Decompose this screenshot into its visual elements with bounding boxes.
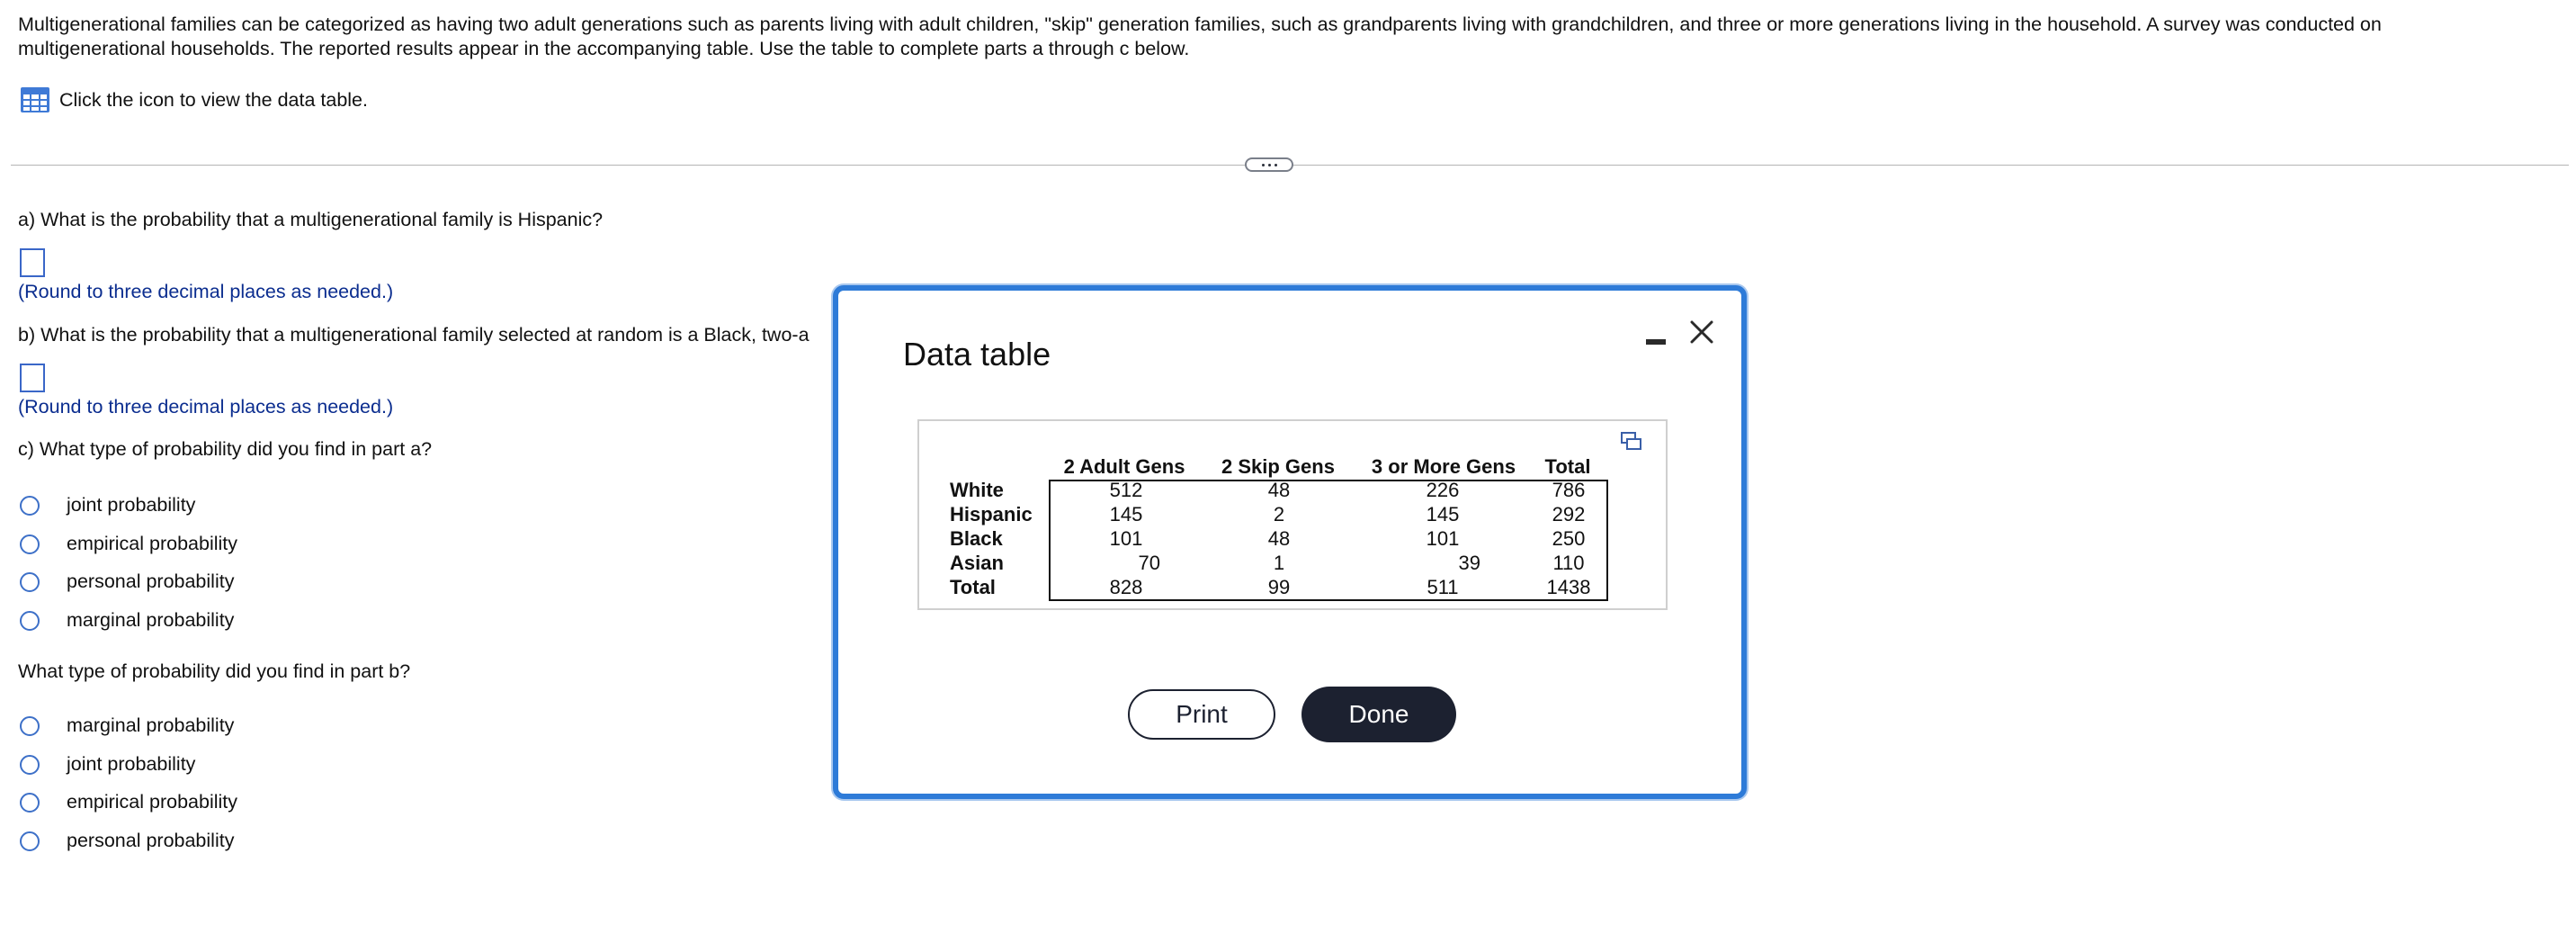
table-cell: 101 [1109,527,1143,550]
minimize-icon[interactable] [1644,327,1668,350]
radio-button[interactable] [20,572,40,592]
question-a-note: (Round to three decimal places as needed.) [18,281,394,302]
table-cell: 48 [1267,479,1291,501]
print-button[interactable]: Print [1128,689,1275,740]
table-cell: 1438 [1546,576,1591,598]
c-option-joint[interactable]: joint probability [20,494,195,516]
view-data-table-label[interactable]: Click the icon to view the data table. [59,88,368,111]
radio-button[interactable] [20,716,40,736]
table-grid-icon[interactable] [20,86,50,113]
expand-handle[interactable] [1245,157,1293,172]
question-c: c) What type of probability did you find in part a? [18,438,433,460]
data-table-dialog [833,285,1747,799]
table-cell: 99 [1267,576,1291,598]
done-button[interactable]: Done [1301,687,1456,742]
column-header: 2 Adult Gens [1063,455,1185,478]
copy-icon[interactable] [1621,432,1642,452]
table-cell: 48 [1267,527,1291,550]
answer-b-input[interactable] [20,364,45,392]
c2-option-personal[interactable]: personal probability [20,830,234,852]
column-header: 3 or More Gens [1371,455,1516,478]
table-cell: 145 [1109,503,1143,525]
radio-button[interactable] [20,755,40,775]
table-cell: 110 [1552,552,1585,574]
question-a: a) What is the probability that a multigenerational family is Hispanic? [18,209,604,230]
question-b-note: (Round to three decimal places as needed.) [18,396,394,418]
question-c2: What type of probability did you find in part b? [18,660,411,682]
radio-button[interactable] [20,793,40,813]
radio-button[interactable] [20,611,40,631]
dialog-title: Data table [903,336,1051,373]
answer-a-input[interactable] [20,248,45,277]
table-cell: 226 [1426,479,1460,501]
table-cell: 145 [1426,503,1460,525]
table-cell: 2 [1273,503,1285,525]
data-table-frame [917,419,1668,610]
radio-button[interactable] [20,496,40,516]
c2-option-joint[interactable]: joint probability [20,753,195,776]
problem-intro: Multigenerational families can be categorized as having two adult generations such as parents living with adult children, "skip" generation families, such as grandparents living with grandchildren, and three or more generations living in the household. A survey was conducted on multigenerational households. The reported results appear in the accompanying table. Use the table to complete parts a through c below. [18,13,2382,59]
c-option-personal[interactable]: personal probability [20,570,234,593]
row-label: White [950,479,1004,501]
row-label: Total [950,576,996,598]
column-header: Total [1544,455,1591,478]
table-cell: 250 [1552,527,1586,550]
c2-option-empirical[interactable]: empirical probability [20,791,237,813]
table-cell: 786 [1552,479,1586,501]
radio-button[interactable] [20,534,40,554]
table-cell: 1 [1273,552,1285,574]
row-label: Asian [950,552,1004,574]
table-cell: 292 [1552,503,1586,525]
table-cell: 101 [1426,527,1460,550]
table-cell: 70 [1138,552,1160,574]
view-data-table-link[interactable] [20,86,368,113]
c2-option-marginal[interactable]: marginal probability [20,714,234,737]
table-cell: 828 [1109,576,1143,598]
close-icon[interactable] [1684,314,1720,350]
radio-button[interactable] [20,831,40,851]
c-option-empirical[interactable]: empirical probability [20,533,237,555]
row-label: Hispanic [950,503,1033,525]
table-cell: 512 [1109,479,1143,501]
column-header: 2 Skip Gens [1221,455,1335,478]
c-option-marginal[interactable]: marginal probability [20,609,234,632]
table-cell: 39 [1458,552,1480,574]
row-label: Black [950,527,1003,550]
table-cell: 511 [1427,576,1459,598]
question-b: b) What is the probability that a multigenerational family selected at random is a Black, two-a [18,324,809,346]
